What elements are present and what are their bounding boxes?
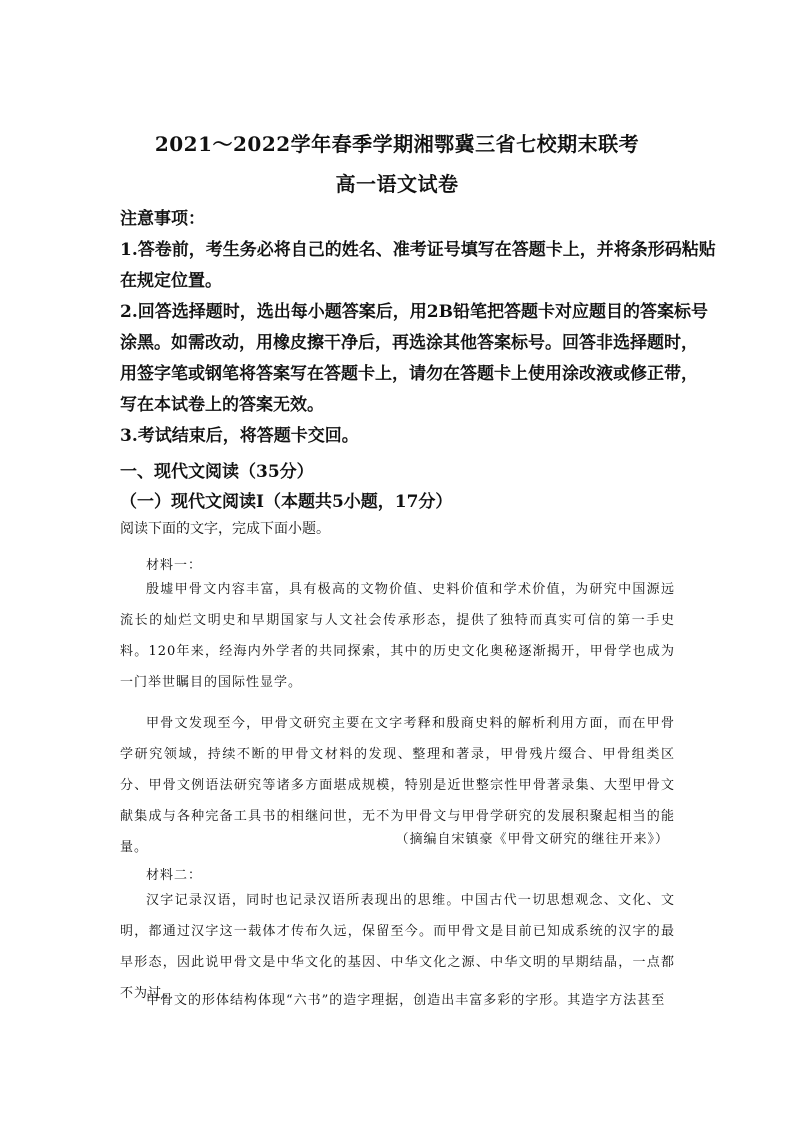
notes-heading: 注意事项： [120, 209, 205, 229]
material-one-paragraph-1 [120, 574, 675, 698]
notes-line: 1.答卷前，考生务必将自己的姓名、准考证号填写在答题卡上，并将条形码粘贴 [120, 240, 716, 260]
notes-line: 用签字笔或钢笔将答案写在答题卡上，请勿在答题卡上使用涂改液或修正带， [120, 364, 698, 384]
section-title: 一、现代文阅读（35分） [120, 462, 314, 482]
notes-line: 写在本试卷上的答案无效。 [120, 395, 324, 415]
paragraph: 甲骨文发现至今，甲骨文研究主要在文字考释和殷商史料的解析利用方面，而在甲骨学研究领域，持续不断的甲骨文材料的发现、整理和著录，甲骨残片缀合、甲骨组类区分、甲骨文例语法研究等诸多方面堪成规模，特别是近世整宗性甲骨著录集、大型甲骨文献集成与各种完备工具书的相继问世，无不为甲骨文与甲骨学研究的发展积聚起相当的能量。 [120, 716, 675, 855]
exam-title: 2021～2022学年春季学期湘鄂冀三省七校期末联考 [154, 132, 640, 156]
notes-block [120, 204, 716, 452]
reading-instruction: 阅读下面的文字，完成下面小题。 [120, 521, 330, 537]
paragraph: 汉字记录汉语，同时也记录汉语所表现出的思维。中国古代一切思想观念、文化、文明，都通过汉字这一载体才传布久远，保留至今。而甲骨文是目前已知成系统的汉字的最早形态，因此说甲骨文是中华文化的基因、中华文化之源、中华文明的早期结晶，一点都不为过。 [120, 893, 675, 1001]
exam-subtitle: 高一语文试卷 [335, 172, 459, 196]
notes-line: 3.考试结束后，将答题卡交回。 [120, 426, 359, 446]
notes-line: 涂黑。如需改动，用橡皮擦干净后，再选涂其他答案标号。回答非选择题时， [120, 333, 698, 353]
notes-line: 在规定位置。 [120, 271, 222, 291]
material-label: 材料二： [146, 868, 203, 883]
paragraph: 甲骨文的形体结构体现“六书”的造字理据，创造出丰富多彩的字形。其造字方法甚至 [146, 993, 666, 1008]
material-two-paragraph-2 [120, 985, 675, 1016]
material-label: 材料一： [146, 558, 203, 573]
paragraph: 殷墟甲骨文内容丰富，具有极高的文物价值、史料价值和学术价值，为研究中国源远流长的灿烂文明史和早期国家与人文社会传承形态，提供了独特而真实可信的第一手史料。120年来，经海内外学者的共同探索，其中的历史文化奥秘逐渐揭开，甲骨学也成为一门举世瞩目的国际性显学。 [120, 582, 675, 690]
section-subtitle: （一）现代文阅读Ⅰ（本题共5小题，17分） [120, 492, 453, 512]
notes-line: 2.回答选择题时，选出每小题答案后，用2B铅笔把答题卡对应题目的答案标号 [120, 302, 708, 322]
citation: （摘编自宋镇豪《甲骨文研究的继往开来》） [395, 832, 669, 847]
